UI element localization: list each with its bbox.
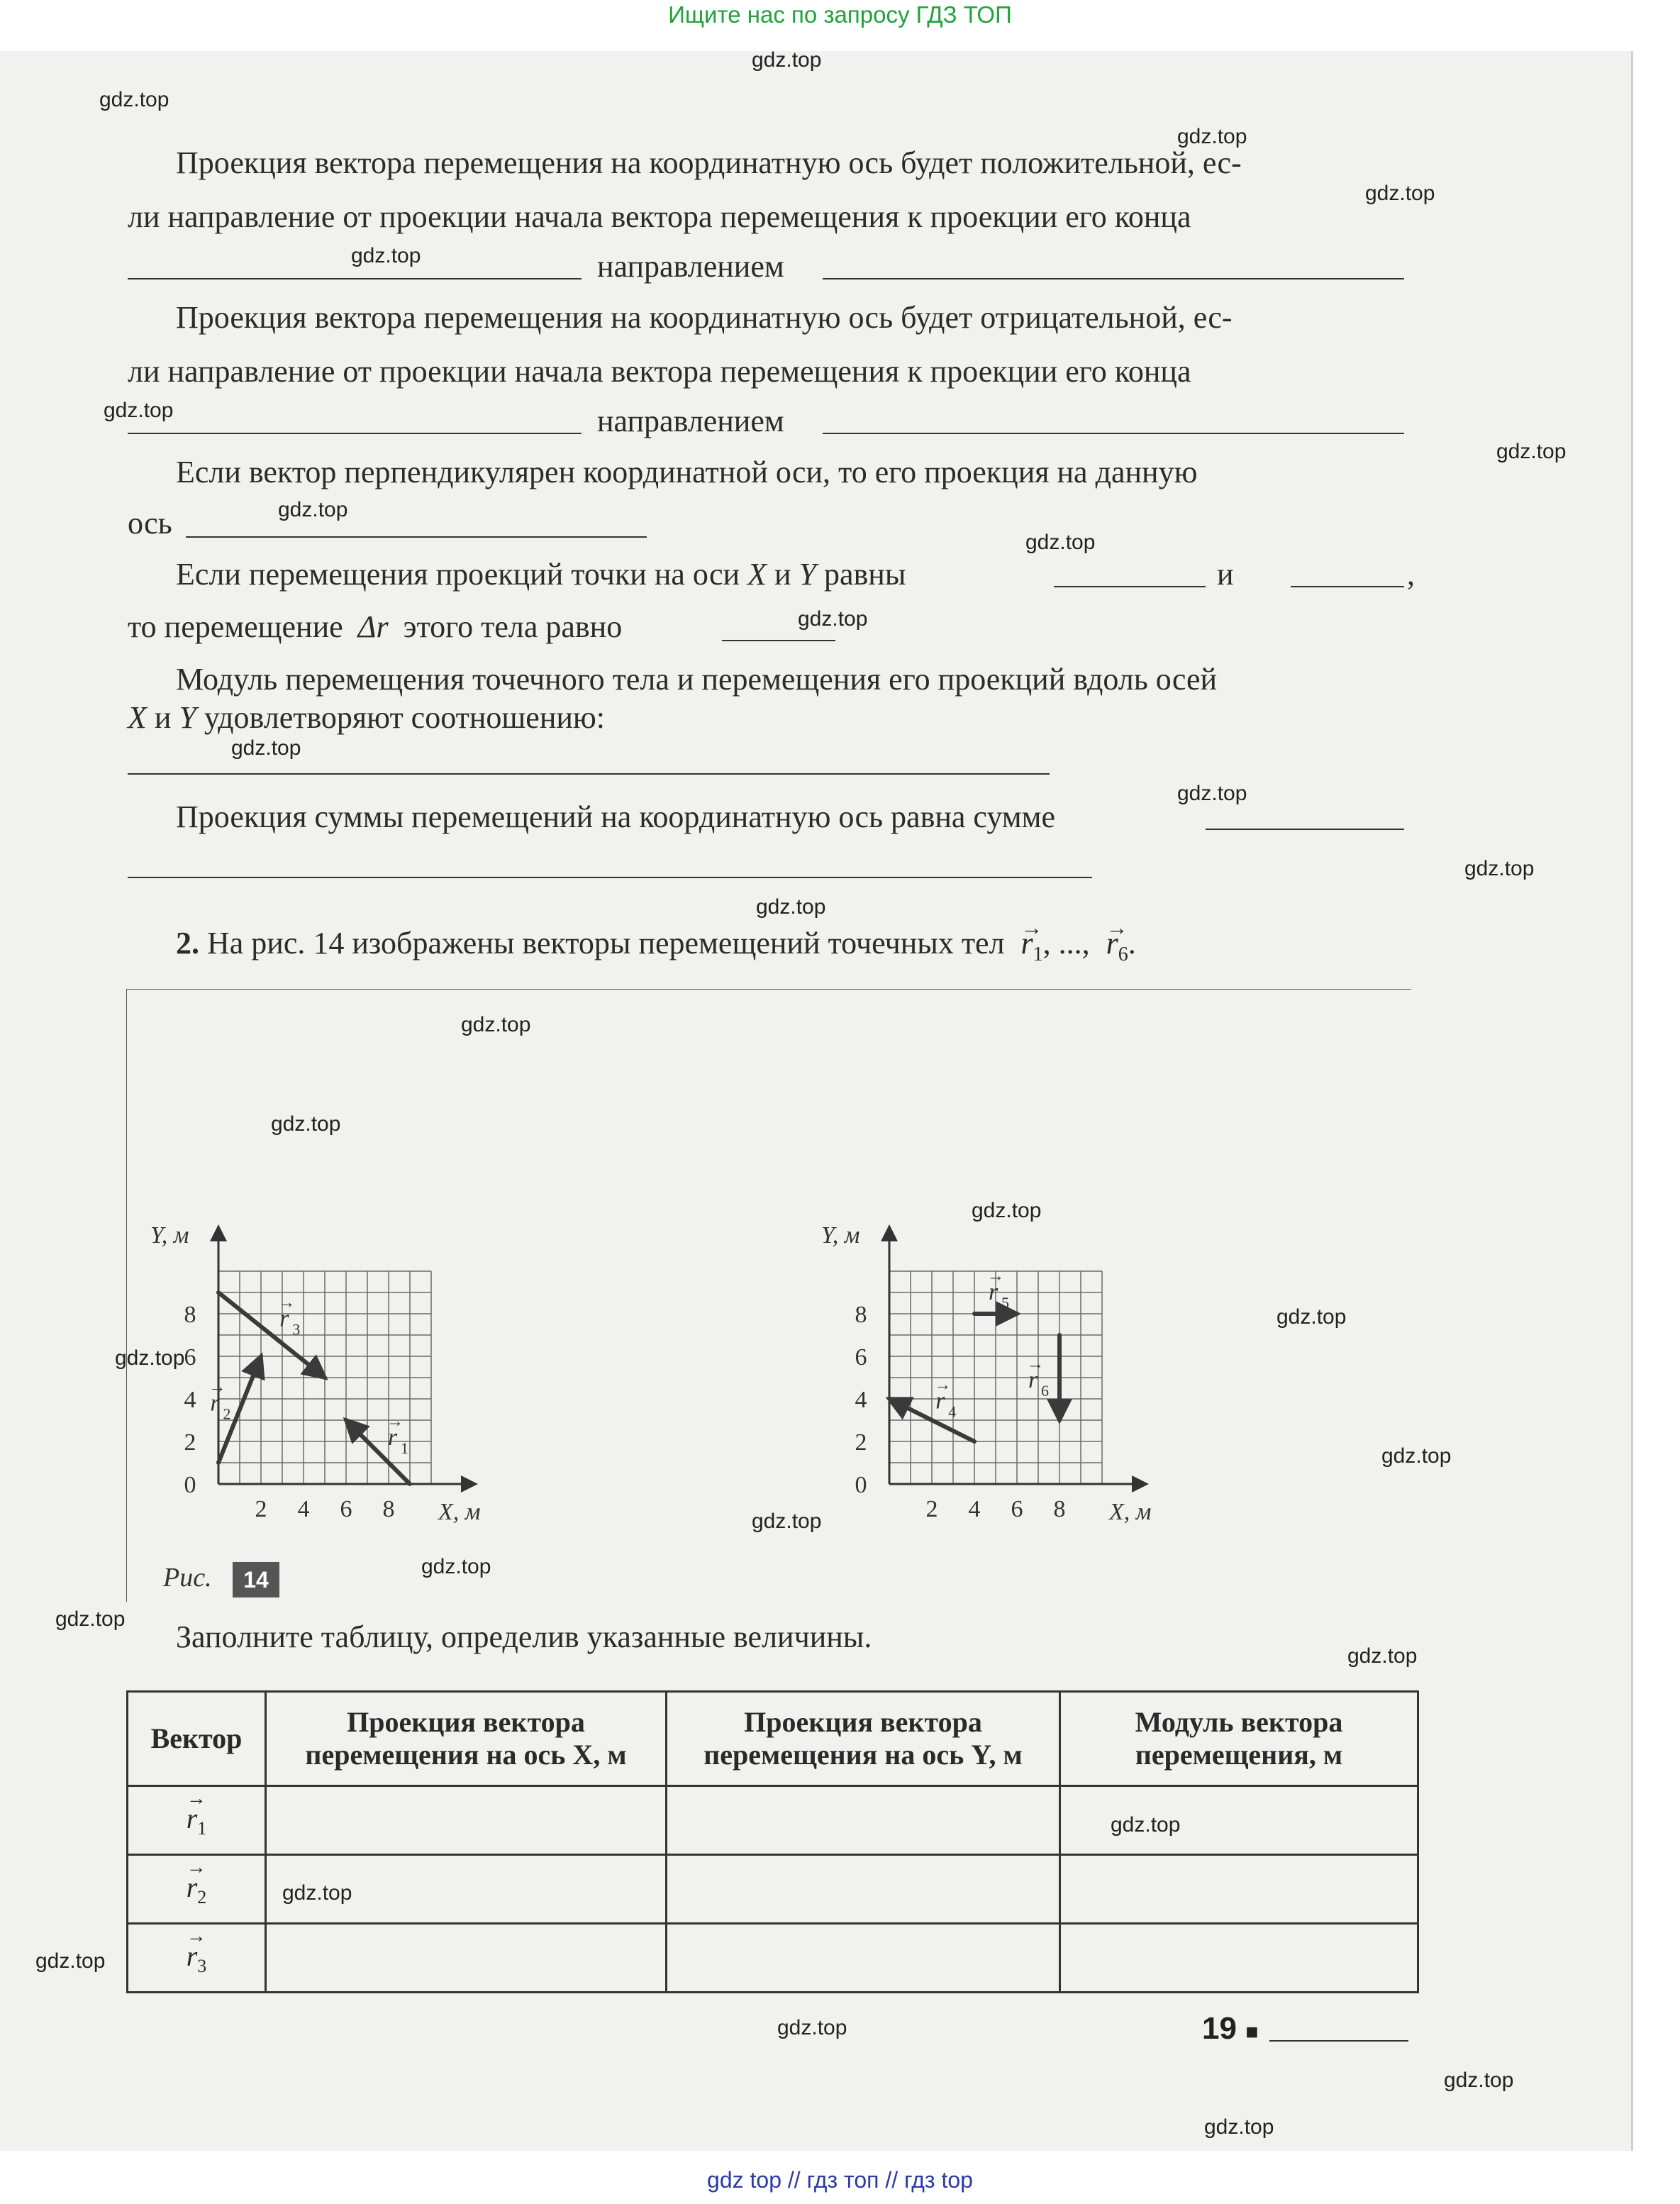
watermark: gdz.top <box>115 1346 185 1370</box>
separator: , ..., <box>1042 926 1090 960</box>
vector-subscript-r6: 6 <box>1041 1382 1049 1400</box>
subscript: 6 <box>1118 943 1128 965</box>
text: то перемещение <box>128 609 343 644</box>
y-axis-label: Y, м <box>821 1222 860 1248</box>
x-tick-label: 8 <box>382 1496 395 1522</box>
table-row <box>128 1786 1418 1855</box>
figure-14 <box>126 989 1411 1602</box>
x-tick-label: 6 <box>340 1496 352 1522</box>
vector-label-r3: r <box>279 1305 289 1332</box>
paragraph-equal-line2 <box>128 609 622 646</box>
y-axis-label: Y, м <box>150 1222 189 1248</box>
cell-proj-y[interactable] <box>667 1786 1060 1855</box>
watermark: gdz.top <box>1111 1813 1181 1837</box>
cell-proj-x[interactable] <box>266 1924 667 1993</box>
table-row <box>128 1924 1418 1993</box>
text: этого тела равно <box>403 609 623 644</box>
cell-proj-y[interactable] <box>667 1924 1060 1993</box>
watermark: gdz.top <box>35 1949 106 1973</box>
cell-proj-y[interactable] <box>667 1855 1060 1924</box>
row-vector <box>128 1855 266 1924</box>
x-tick-label: 4 <box>968 1496 981 1522</box>
vector-r6-label: → r <box>1106 925 1118 962</box>
plot-left <box>150 1222 480 1525</box>
axis-y: Y <box>799 557 816 592</box>
answer-blank[interactable] <box>823 433 1404 434</box>
text: и <box>154 700 172 735</box>
axis-x: X <box>747 557 767 592</box>
answer-blank[interactable] <box>1206 829 1404 830</box>
header-proj-y: Проекция вектора перемещения на ось Y, м <box>667 1692 1060 1786</box>
watermark: gdz.top <box>351 244 421 267</box>
task-number: 2. <box>176 926 199 960</box>
vector-subscript-r4: 4 <box>948 1402 957 1421</box>
watermark: gdz.top <box>278 498 348 521</box>
answer-blank[interactable] <box>128 433 582 434</box>
x-tick-label: 4 <box>297 1496 310 1522</box>
period: . <box>1128 926 1136 960</box>
watermark: gdz.top <box>1464 857 1535 880</box>
x-tick-label: 2 <box>925 1496 938 1522</box>
header-modulus: Модуль вектора перемещения, м <box>1060 1692 1418 1786</box>
paragraph-positive-line2: ли направление от проекции начала вектора перемещения к проекции его конца <box>128 199 1191 234</box>
answer-blank[interactable] <box>186 536 647 538</box>
y-tick-label: 2 <box>855 1429 867 1456</box>
watermark: gdz.top <box>1025 531 1096 554</box>
answer-blank[interactable] <box>1291 586 1404 587</box>
vector-subscript-r3: 3 <box>292 1320 301 1339</box>
text: равны <box>824 557 906 592</box>
text: и <box>774 557 791 592</box>
watermark: gdz.top <box>972 1199 1042 1222</box>
vector-arrow-r3: → <box>278 1293 296 1312</box>
x-tick-label: 8 <box>1053 1496 1066 1522</box>
y-tick-label: 6 <box>855 1344 867 1370</box>
vector-arrow-r6: → <box>1027 1355 1044 1373</box>
cell-proj-x[interactable] <box>266 1786 667 1855</box>
text: Если перемещения проекций точки на оси <box>176 557 740 592</box>
paragraph-modulus-line2 <box>128 699 605 736</box>
paragraph-negative-line1: Проекция вектора перемещения на координатную ось будет отрицательной, ес- <box>176 300 1233 335</box>
y-tick-label: 2 <box>184 1429 196 1456</box>
paragraph-negative-line3: направлением <box>597 404 784 438</box>
y-tick-label: 8 <box>855 1302 867 1328</box>
figure-frame <box>126 989 1411 1602</box>
y-tick-label: 4 <box>855 1387 867 1413</box>
vector-symbol: → r <box>187 1939 198 1973</box>
watermark: gdz.top <box>1276 1305 1347 1329</box>
paragraph-perpendicular-line2: ось <box>128 506 172 541</box>
cell-proj-x[interactable] <box>266 1855 667 1924</box>
answer-blank[interactable] <box>128 877 1092 878</box>
header-proj-x: Проекция вектора перемещения на ось X, м <box>266 1692 667 1786</box>
watermark: gdz.top <box>282 1881 352 1905</box>
paragraph-positive-line3: направлением <box>597 249 784 284</box>
page-number <box>1202 2011 1258 2047</box>
conjunction: и <box>1217 557 1234 592</box>
vector-label-r4: r <box>935 1388 945 1414</box>
watermark: gdz.top <box>1496 440 1567 463</box>
cell-modulus[interactable] <box>1060 1855 1418 1924</box>
answer-blank[interactable] <box>722 640 835 641</box>
x-tick-label: 6 <box>1011 1496 1023 1522</box>
page-number-rule <box>1269 2040 1408 2042</box>
watermark: gdz.top <box>752 48 822 72</box>
x-axis-label: X, м <box>438 1499 481 1525</box>
subscript: 2 <box>197 1886 207 1907</box>
watermark: gdz.top <box>1177 125 1247 148</box>
cell-modulus[interactable] <box>1060 1924 1418 1993</box>
vector-r1-label: → r <box>1021 925 1033 962</box>
subscript: 1 <box>197 1817 207 1839</box>
vector-symbol: → r <box>187 1871 198 1904</box>
watermark: gdz.top <box>231 736 301 760</box>
y-tick-label: 6 <box>184 1344 196 1370</box>
y-tick-label: 8 <box>184 1302 196 1328</box>
paragraph-positive-line1: Проекция вектора перемещения на координатную ось будет положительной, ес- <box>176 145 1242 180</box>
vector-subscript-r1: 1 <box>401 1439 409 1457</box>
y-tick-label: 4 <box>184 1387 196 1413</box>
watermark: gdz.top <box>104 399 174 422</box>
watermark: gdz.top <box>421 1555 491 1578</box>
watermark: gdz.top <box>55 1607 126 1631</box>
table-header-row <box>128 1692 1418 1786</box>
watermark: gdz.top <box>1177 782 1247 805</box>
watermark: gdz.top <box>1347 1644 1418 1668</box>
answer-table <box>126 1690 1419 1993</box>
vector-label-r1: r <box>388 1424 398 1451</box>
watermark: gdz.top <box>271 1112 341 1136</box>
header-vector: Вектор <box>128 1692 266 1786</box>
vector-arrow-r5: → <box>987 1267 1004 1285</box>
figure-caption: Рис. <box>163 1563 212 1593</box>
plot-right <box>821 1222 1151 1525</box>
vector-subscript-r5: 5 <box>1001 1294 1009 1312</box>
row-vector <box>128 1924 266 1993</box>
watermark: gdz.top <box>777 2016 847 2039</box>
x-axis-label: X, м <box>1109 1499 1152 1525</box>
task2-statement <box>176 925 1136 973</box>
task-text: На рис. 14 изображены векторы перемещений точечных тел <box>207 926 1005 960</box>
vector-label-r6: r <box>1028 1367 1038 1393</box>
vector-label-r5: r <box>989 1279 998 1305</box>
cell-modulus[interactable] <box>1060 1786 1418 1855</box>
vector-arrow-r4: → <box>934 1375 952 1395</box>
answer-blank[interactable] <box>1054 586 1206 587</box>
subscript: 3 <box>197 1955 207 1976</box>
vector-arrow-r2: → <box>208 1378 226 1397</box>
watermark: gdz.top <box>798 607 868 631</box>
vector-subscript-r2: 2 <box>223 1405 231 1423</box>
vector-label-r2: r <box>210 1390 220 1417</box>
vector-arrow-r1: → <box>386 1412 404 1431</box>
footer-links[interactable]: gdz top // гдз топ // гдз top <box>707 2167 973 2193</box>
vector-symbol: → r <box>187 1802 198 1835</box>
text: удовлетворяют соотношению: <box>204 700 606 735</box>
paragraph-equal-line1 <box>176 556 906 593</box>
figure-number: 14 <box>243 1567 269 1593</box>
axis-y: Y <box>179 700 196 735</box>
y-tick-label: 0 <box>855 1472 867 1498</box>
subscript: 1 <box>1033 943 1043 965</box>
axis-x: X <box>128 700 147 735</box>
watermark: gdz.top <box>752 1510 822 1533</box>
page-marker: ■ <box>1245 2020 1259 2044</box>
answer-blank[interactable] <box>128 278 582 279</box>
paragraph-modulus-line1: Модуль перемещения точечного тела и перемещения его проекций вдоль осей <box>176 662 1218 697</box>
watermark: gdz.top <box>1381 1444 1452 1468</box>
answer-blank[interactable] <box>823 278 1404 279</box>
watermark: gdz.top <box>99 88 169 111</box>
page-number-text: 19 <box>1202 2011 1237 2046</box>
search-banner[interactable]: Ищите нас по запросу ГДЗ ТОП <box>668 1 1012 28</box>
paragraph-perpendicular-line1: Если вектор перпендикулярен координатной оси, то его проекция на данную <box>176 455 1198 489</box>
watermark: gdz.top <box>1444 2069 1514 2092</box>
paragraph-negative-line2: ли направление от проекции начала вектора перемещения к проекции его конца <box>128 354 1191 389</box>
comma: , <box>1407 557 1415 592</box>
watermark: gdz.top <box>1204 2115 1274 2139</box>
x-tick-label: 2 <box>255 1496 267 1522</box>
watermark: gdz.top <box>1365 182 1435 205</box>
paragraph-sum-line1: Проекция суммы перемещений на координатную ось равна сумме <box>176 799 1056 834</box>
delta-r: Δr <box>357 609 389 644</box>
y-tick-label: 0 <box>184 1472 196 1498</box>
row-vector <box>128 1786 266 1855</box>
table-row <box>128 1855 1418 1924</box>
watermark: gdz.top <box>461 1013 531 1036</box>
watermark: gdz.top <box>756 895 826 919</box>
answer-blank[interactable] <box>128 773 1050 775</box>
table-intro: Заполните таблицу, определив указанные величины. <box>176 1619 872 1654</box>
